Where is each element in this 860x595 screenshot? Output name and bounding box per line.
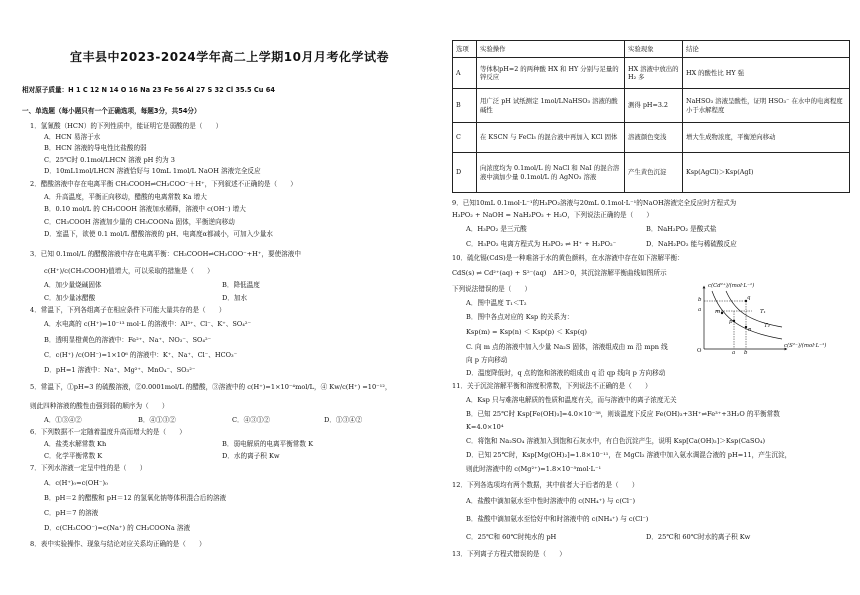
q4-option-d: D．pH=1 溶液中：Na⁺、Mg²⁺、MnO₄⁻、SO₃²⁻ xyxy=(44,366,196,374)
question-9-cont: H₃PO₂ + NaOH = NaH₂PO₂ + H₂O，下列说法正确的是（ ） xyxy=(452,211,653,219)
question-5-cont: 则此四种溶液的酸性由强到弱的顺序为（ ） xyxy=(30,402,169,410)
graph-point-label: n xyxy=(748,327,752,333)
question-11: 11．关于沉淀溶解平衡和溶度积常数，下列说法不正确的是（ ） xyxy=(452,382,652,390)
table-row xyxy=(453,89,850,123)
q11-option-d-cont: 则此时溶液中的 c(Mg²⁺)=1.8×10⁻⁵mol·L⁻¹ xyxy=(466,465,602,473)
table-cell: NaHSO₃ 溶液呈酸性，证明 HSO₃⁻ 在水中的电离程度小于水解程度 xyxy=(683,89,850,123)
table-row xyxy=(453,153,850,193)
table-cell: 用广泛 pH 试纸测定 1mol/LNaHSO₃ 溶液的酸碱性 xyxy=(477,89,625,123)
question-8: 8．表中实验操作、现象与结论对应关系均正确的是（ ） xyxy=(30,540,206,548)
table-cell: Ksp(AgCl)＞Ksp(AgI) xyxy=(683,153,850,193)
q12-option-d: D．25℃和 60℃时水的离子积 Kw xyxy=(646,533,751,541)
q11-option-a: A．Ksp 只与难溶电解质的性质和温度有关，而与溶液中的离子浓度无关 xyxy=(466,396,677,404)
q10-option-c-cont: 向 p 方向移动 xyxy=(466,356,508,364)
point-n xyxy=(745,326,747,328)
q4-option-a: A．水电离的 c(H⁺)=10⁻¹³ mol·L 的溶液中：Al³⁺、Cl⁻、K⁺、SO₄²⁻ xyxy=(44,320,252,328)
q5-option-c: C．④③①② xyxy=(232,416,271,424)
q12-option-b: B．盐酸中滴加氨水至恰好中和时溶液中的 c(NH₄⁺) 与 c(Cl⁻) xyxy=(466,515,649,523)
page-title: 宜丰县中2023-2024学年高二上学期10月月考化学试卷 xyxy=(70,50,389,64)
q3-option-c: C．加少量冰醋酸 xyxy=(44,294,96,302)
question-4: 4．常温下，下列各组离子在相应条件下可能大量共存的是（ ） xyxy=(30,306,226,314)
q11-option-d: D．已知 25℃时，Ksp[Mg(OH)₂]=1.8×10⁻¹¹，在 MgCl₂ 溶液中加入氨水调混合液的 pH=11，产生沉淀， xyxy=(466,451,792,459)
table-cell: A xyxy=(453,58,477,89)
q6-option-c: C．化学平衡常数 K xyxy=(44,452,103,460)
graph-axis-mark: a xyxy=(698,307,702,313)
q2-option-d: D．室温下，欲使 0.1 mol/L 醋酸溶液的 pH、电离度α都减小，可加入少量水 xyxy=(44,230,273,238)
question-5: 5．常温下，①pH=3 的硫酸溶液，②0.0001mol/L 的醋酸，③溶液中的 c(H⁺)=1×10⁻⁴mol/L，④ Kw/c(H⁺) =10⁻¹²， xyxy=(30,383,392,391)
graph-axis-mark: a xyxy=(732,350,736,356)
q12-option-a: A．盐酸中滴加氨水至中性时溶液中的 c(NH₄⁺) 与 c(Cl⁻) xyxy=(466,497,636,505)
q6-option-a: A．盐类水解常数 Kh xyxy=(44,440,107,448)
q9-option-b: B．NaH₂PO₂ 是酸式盐 xyxy=(646,225,717,233)
q6-option-d: D．水的离子积 Kw xyxy=(222,452,280,460)
graph-origin: O xyxy=(697,348,702,354)
q1-option-d: D．10mL1mol/LHCN 溶液恰好与 10mL 1mol/L NaOH 溶液完全反应 xyxy=(44,167,261,175)
table-cell: D xyxy=(453,153,477,193)
graph-y-label: c(Cd²⁺)/(mol·L⁻¹) xyxy=(708,283,755,289)
question-3-cont: c(H⁺)/c(CH₃COOH)值增大，可以采取的措施是（ ） xyxy=(44,267,214,275)
graph-curve-label: T₂ xyxy=(764,323,770,329)
question-3: 3．已知 0.1mol/L 的醋酸溶液中存在电离平衡：CH₃COOH⇌CH₃COO⁻+H⁺，要使溶液中 xyxy=(30,250,301,258)
table-cell: HX 的酸性比 HY 强 xyxy=(683,58,850,89)
question-12: 12．下列各选项均有两个数据，其中前者大于后者的是（ ） xyxy=(452,481,639,489)
table-cell: 向浓度均为 0.1mol/L 的 NaCl 和 NaI 的混合溶液中滴加少量 0.1mol/L 的 AgNO₃ 溶液 xyxy=(477,153,625,193)
q1-option-a: A．HCN 易溶于水 xyxy=(44,133,101,141)
q9-option-d: D．NaH₂PO₂ 能与稀硫酸反应 xyxy=(646,240,737,248)
q7-option-c: C．pH＝7 的溶液 xyxy=(44,509,99,517)
point-p xyxy=(733,320,735,322)
q7-option-d: D．c(CH₃COO⁻)=c(Na⁺) 的 CH₃COONa 溶液 xyxy=(44,524,191,532)
q3-option-b: B．降低温度 xyxy=(222,281,260,289)
solubility-graph xyxy=(686,283,834,363)
q2-option-a: A．升高温度，平衡正向移动，醋酸的电离常数 Ka 增大 xyxy=(44,193,207,201)
q2-option-c: C．CH₃COOH 溶液加少量的 CH₃COONa 固体，平衡逆向移动 xyxy=(44,218,235,226)
question-13: 13．下列离子方程式错误的是（ ） xyxy=(452,550,566,558)
q11-option-c: C．将饱和 Na₂SO₄ 溶液加入到饱和石灰水中，有白色沉淀产生，说明 Ksp[Ca(OH)₂]＞Ksp(CaSO₄) xyxy=(466,437,766,445)
table-cell: 溶液颜色变浅 xyxy=(625,123,683,153)
q6-option-b: B．弱电解质的电离平衡常数 K xyxy=(222,440,313,448)
table-header: 结论 xyxy=(683,41,850,58)
q12-option-c: C．25℃和 60℃时纯水的 pH xyxy=(466,533,557,541)
q3-option-a: A．加少量烧碱固体 xyxy=(44,281,102,289)
table-cell: HX 溶液中放出的 H₂ 多 xyxy=(625,58,683,89)
q3-option-d: D．加水 xyxy=(222,294,248,302)
table-row xyxy=(453,123,850,153)
question-10-cont: CdS(s) ⇌ Cd²⁺(aq) + S²⁻(aq) ΔH＞0，其沉淀溶解平衡曲线如图所示 xyxy=(452,269,667,277)
q2-option-b: B．0.10 mol/L 的 CH₃COOH 溶液加水稀释，溶液中 c(OH⁻) 增大 xyxy=(44,205,246,213)
q5-option-a: A．①③④② xyxy=(44,416,82,424)
graph-axis-mark: b xyxy=(744,350,748,356)
table-cell: C xyxy=(453,123,477,153)
q10-option-d: D．温度降低时，q 点的饱和溶液的组成由 q 沿 qp 线向 p 方向移动 xyxy=(466,369,666,377)
question-7: 7．下列水溶液一定呈中性的是（ ） xyxy=(30,464,147,472)
atomic-masses: 相对原子质量：H 1 C 12 N 14 O 16 Na 23 Fe 56 Al 27 S 32 Cl 35.5 Cu 64 xyxy=(22,86,275,94)
solubility-graph-svg xyxy=(686,283,834,363)
q9-option-a: A．H₃PO₂ 是三元酸 xyxy=(466,225,527,233)
q5-option-b: B．④①③② xyxy=(138,416,176,424)
table-cell: 等体积pH=2 的两种酸 HX 和 HY 分别与足量的锌反应 xyxy=(477,58,625,89)
table-cell: 产生黄色沉淀 xyxy=(625,153,683,193)
question-9: 9．已知10mL 0.1mol·L⁻¹的H₃PO₂溶液与20mL 0.1mol·L⁻¹的NaOH溶液完全反应时方程式为 xyxy=(452,199,737,207)
table-cell: 在 KSCN 与 FeCl₃ 的混合液中再加入 KCl 固体 xyxy=(477,123,625,153)
graph-point-label: p xyxy=(729,319,733,325)
table-header: 实验现象 xyxy=(625,41,683,58)
question-10-prompt: 下列说法错误的是（ ） xyxy=(452,285,532,293)
graph-curve-label: T₁ xyxy=(760,309,766,315)
q10-option-c: C. 向 m 点的溶液中加入少量 Na₂S 固体，溶液组成由 m 沿 mpn 线 xyxy=(466,343,668,351)
table-cell: 测得 pH=3.2 xyxy=(625,89,683,123)
q11-option-b: B．已知 25℃时 Ksp[Fe(OH)₃]=4.0×10⁻³⁸，则该温度下反应 Fe(OH)₃+3H⁺⇌Fe³⁺+3H₂O 的平衡常数 xyxy=(466,410,780,418)
q9-option-c: C．H₃PO₂ 电离方程式为 H₃PO₂ ⇌ H⁺ + H₂PO₂⁻ xyxy=(466,240,617,248)
q10-option-b-cont: Ksp(m) = Ksp(n) ＜ Ksp(p) ＜ Ksp(q) xyxy=(466,328,587,336)
question-2: 2．醋酸溶液中存在电离平衡 CH₃COOH⇌CH₃COO⁻＋H⁺，下列叙述不正确的是（ ） xyxy=(30,180,297,188)
graph-x-label: c(S²⁻)/(mol·L⁻¹) xyxy=(784,343,827,349)
table-header: 选项 xyxy=(453,41,477,58)
q1-option-c: C．25℃时 0.1mol/LHCN 溶液 pH 约为 3 xyxy=(44,156,176,164)
q7-option-b: B．pH＝2 的醋酸和 pH＝12 的氢氧化钠等体积混合后的溶液 xyxy=(44,494,227,502)
q7-option-a: A．c(H⁺)₀=c(OH⁻)₀ xyxy=(44,479,108,487)
graph-point-label: m xyxy=(715,309,721,315)
q1-option-b: B．HCN 溶液的导电性比盐酸的弱 xyxy=(44,144,147,152)
q10-option-a: A．图中温度 T₁＜T₂ xyxy=(466,299,527,307)
q10-option-b: B．图中各点对应的 Ksp 的关系为： xyxy=(466,313,574,321)
q4-option-b: B．透明显橙黄色的溶液中：Fe²⁺、Na⁺、NO₃⁻、SO₄²⁻ xyxy=(44,336,212,344)
experiment-table xyxy=(452,40,850,193)
table-cell: B xyxy=(453,89,477,123)
table-header-row xyxy=(453,41,850,58)
q11-option-b-cont: K=4.0×10⁴ xyxy=(466,423,504,431)
question-6: 6．下列数据不一定随着温度升高而增大的是（ ） xyxy=(30,428,186,436)
graph-axis-mark: b xyxy=(698,297,702,303)
graph-point-label: q xyxy=(747,295,751,301)
q4-option-c: C．c(H⁺) /c(OH⁻)=1×10⁶ 的溶液中：K⁺、Na⁺、Cl⁻、HCO₃⁻ xyxy=(44,351,238,359)
question-1: 1．氢氰酸（HCN）的下列性质中，能证明它是弱酸的是（ ） xyxy=(30,122,223,130)
q5-option-d: D．①③④② xyxy=(324,416,363,424)
table-row xyxy=(453,58,850,89)
table-header: 实验操作 xyxy=(477,41,625,58)
table-cell: 增大生成物浓度，平衡逆向移动 xyxy=(683,123,850,153)
question-10: 10．硫化镉(CdS)是一种难溶于水的黄色颜料，在水溶液中存在如下溶解平衡： xyxy=(452,254,684,262)
point-m xyxy=(721,312,723,314)
section-heading: 一、单选题（每小题只有一个正确选项，每题3分，共54分） xyxy=(22,107,201,115)
